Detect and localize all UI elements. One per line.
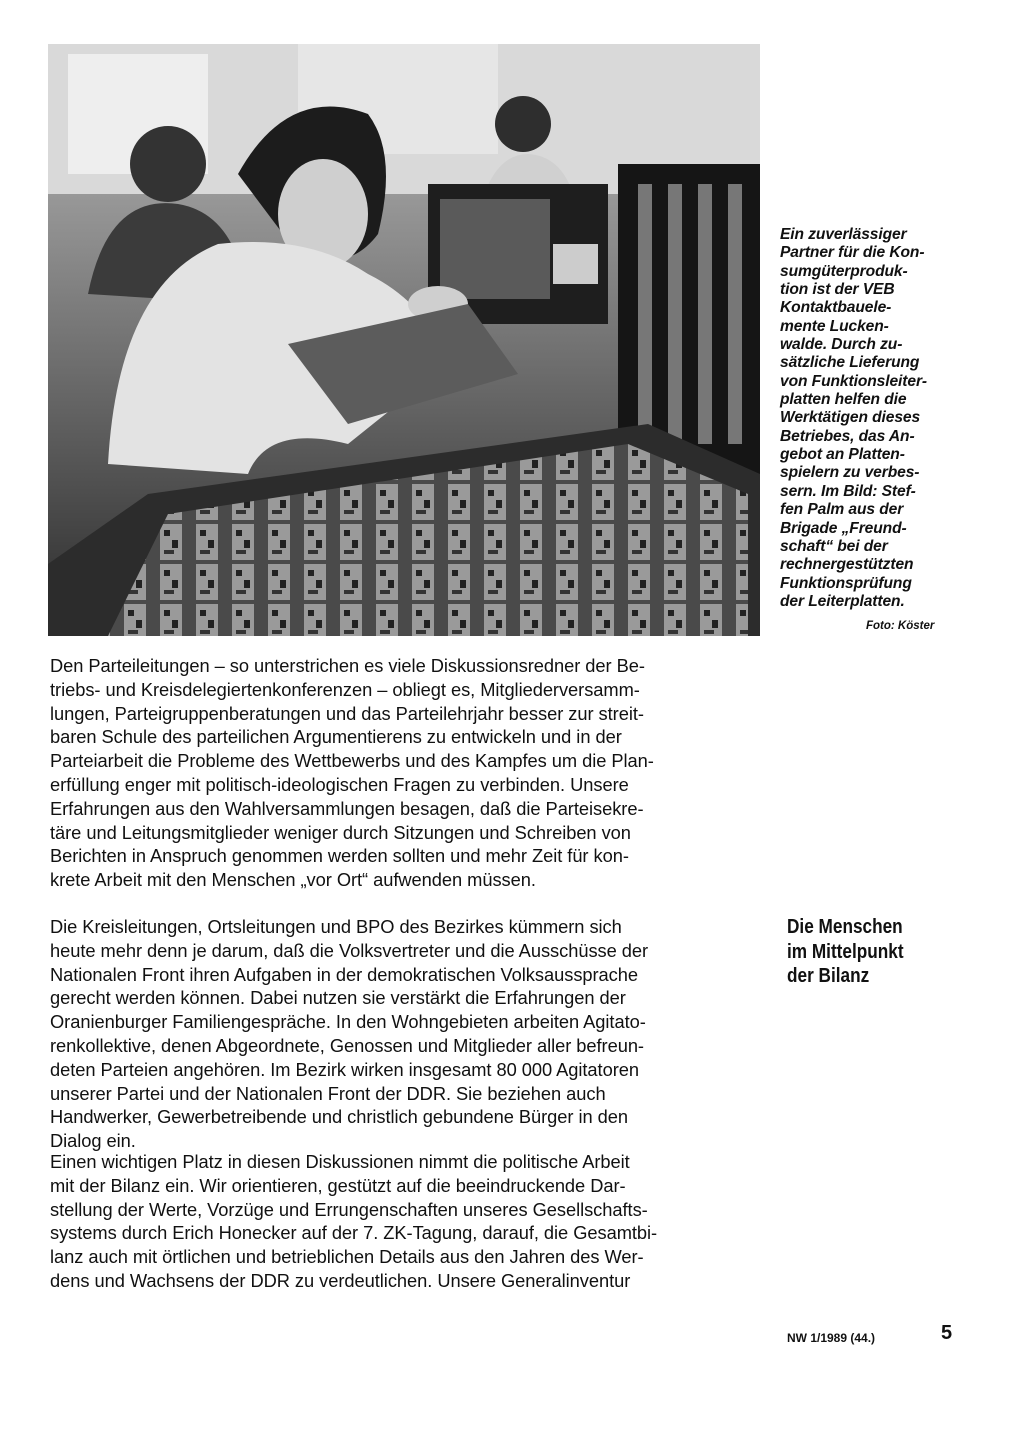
side-heading: Die Menschen im Mittelpunkt der Bilanz xyxy=(787,916,904,987)
article-photo xyxy=(48,44,760,636)
issue-reference: NW 1/1989 (44.) xyxy=(787,1331,876,1345)
photo-icon xyxy=(48,44,760,636)
photo-credit: Foto: Köster xyxy=(866,620,935,632)
body-paragraph-2: Die Kreisleitungen, Ortsleitungen und BPO des Bezirkes kümmern sich heute mehr denn je darum, daß die Volksvertreter und die Ausschüsse der Nationalen Front ihren Aufgaben in der demokratischen Volksaussprache gerecht werden können. Dabei nutzen sie verstärkt die Erfahrungen der Oranienburger Familiengespräche. In den Wohngebieten arbeiten Agitato- renkollektive, denen Abgeordnete, Genossen und Mitglieder aller befreun- deten Parteien angehören. Im Bezirk wirken insgesamt 80 000 Agitatoren unserer Partei und der Nationalen Front der DDR. Sie beziehen auch Handwerker, Gewerbetreibende und christlich gebundene Bürger in den Dialog ein. xyxy=(50,916,649,1152)
body-paragraph-3: Einen wichtigen Platz in diesen Diskussionen nimmt die politische Arbeit mit der Bilanz ein. Wir orientieren, gestützt auf die beeindruckende Dar- stellung der Werte, Vorzüge und Errungenschaften unseres Gesellschafts- systems durch Erich Honecker auf der 7. ZK-Tagung, darauf, die Gesamtbi- lanz auch mit örtlichen und betrieblichen Details aus den Jahren des Wer- dens und Wachsens der DDR zu verdeutlichen. Unsere Generalinventur xyxy=(50,1151,658,1291)
page-number: 5 xyxy=(941,1322,953,1344)
body-paragraph-1: Den Parteileitungen – so unterstrichen es viele Diskussionsredner der Be- triebs- und Kreisdelegiertenkonferenzen – obliegt es, Mitgliederversamm- lungen, Parteigruppenberatungen und das Parteilehrjahr besser zur streit- baren Schule des parteilichen Argumentierens zu entwickeln und in der Parteiarbeit die Probleme des Wettbewerbs und des Kampfes um die Plan- erfüllung enger mit politisch-ideologischen Fragen zu verbinden. Unsere Erfahrungen aus den Wahlversammlungen besagen, daß die Parteisekre- täre und Leitungsmitglieder weniger durch Sitzungen und Schreiben von Berichten in Anspruch genommen werden sollten und mehr Zeit für kon- krete Arbeit mit den Menschen „vor Ort“ aufwenden müssen. xyxy=(50,655,654,891)
photo-caption: Ein zuverlässiger Partner für die Kon- sumgüterproduk- tion ist der VEB Kontaktbauele- mente Lucken- walde. Durch zu- sätzliche Lieferung von Funktionsleiter- platten helfen die Werktätigen dieses Betriebes, das An- gebot an Platten- spielern zu verbes- sern. Im Bild: Stef- fen Palm aus der Brigade „Freund- schaft“ bei der rechnergestützten Funktionsprüfung der Leiterplatten. xyxy=(780,226,928,610)
